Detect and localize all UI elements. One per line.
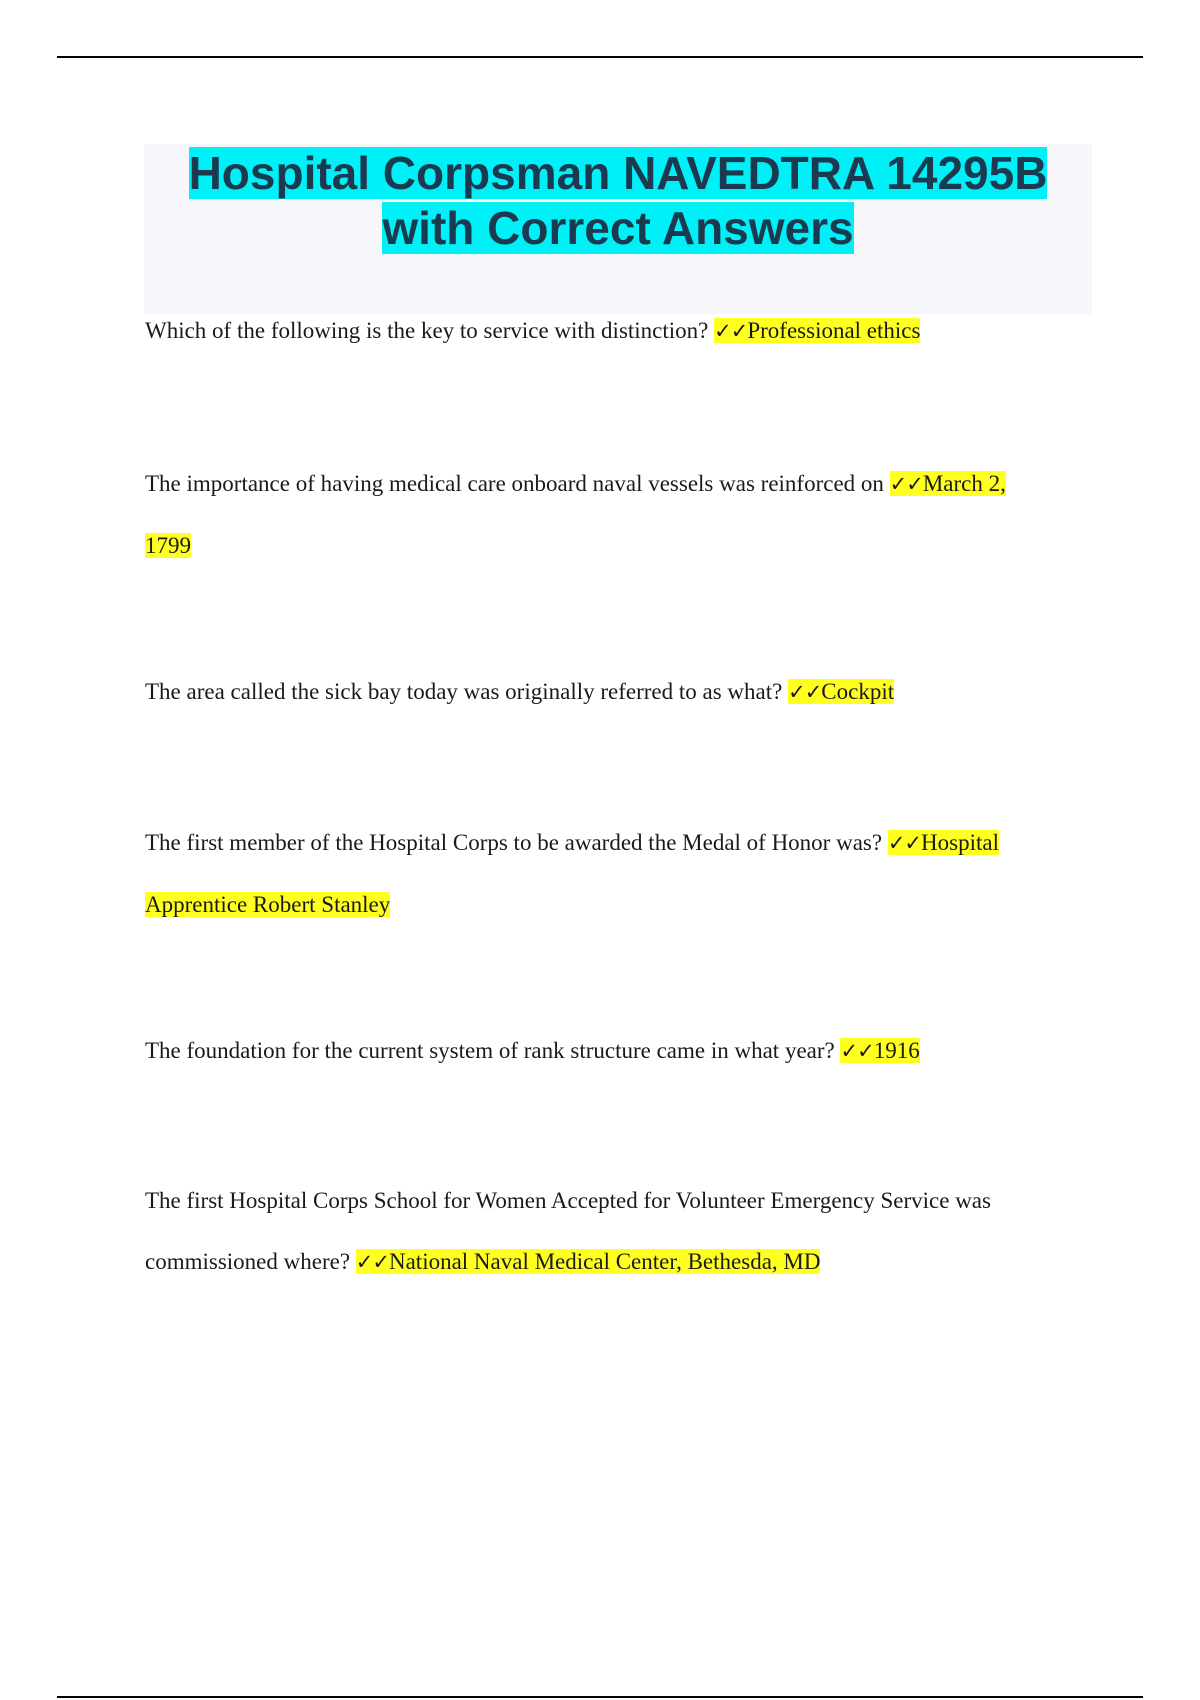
answer-highlight <box>888 830 999 855</box>
answer-text: 1799 <box>145 533 191 558</box>
answer-highlight <box>714 318 920 343</box>
question-text: The importance of having medical care onboard naval vessels was reinforced on <box>145 471 884 496</box>
top-rule <box>57 56 1143 58</box>
question-text: The first member of the Hospital Corps to be awarded the Medal of Honor was? <box>145 830 883 855</box>
answer-text: Cockpit <box>821 679 895 704</box>
qa-item-1 <box>145 300 1085 362</box>
double-check-icon: ✓✓ <box>889 472 923 496</box>
answer-text: National Naval Medical Center, Bethesda, MD <box>388 1249 821 1274</box>
answer-text: 1916 <box>873 1038 920 1063</box>
bottom-rule <box>57 1696 1143 1698</box>
title-line-2: with Correct Answers <box>382 202 854 254</box>
answer-highlight-continued <box>145 892 390 917</box>
title-line-1: Hospital Corpsman NAVEDTRA 14295B <box>188 147 1048 199</box>
title-block <box>144 144 1092 314</box>
answer-highlight-continued <box>145 533 191 558</box>
double-check-icon: ✓✓ <box>355 1250 389 1274</box>
answer-highlight <box>356 1249 821 1274</box>
qa-item-5 <box>145 1020 1085 1082</box>
question-text: Which of the following is the key to service with distinction? <box>145 318 709 343</box>
qa-item-4 <box>145 812 1085 935</box>
qa-item-3 <box>145 661 1085 723</box>
double-check-icon: ✓✓ <box>840 1039 874 1063</box>
answer-text: Professional ethics <box>747 318 921 343</box>
answer-highlight <box>788 679 894 704</box>
question-text: The area called the sick bay today was originally referred to as what? <box>145 679 783 704</box>
question-text: The foundation for the current system of rank structure came in what year? <box>145 1038 835 1063</box>
answer-text: Hospital <box>921 830 999 855</box>
double-check-icon: ✓✓ <box>714 319 748 343</box>
answer-text: March 2, <box>922 471 1006 496</box>
answer-highlight <box>840 1038 919 1063</box>
qa-item-2 <box>145 453 1085 576</box>
double-check-icon: ✓✓ <box>788 680 822 704</box>
question-text-continued: commissioned where? <box>145 1249 351 1274</box>
answer-highlight <box>890 471 1006 496</box>
answer-text: Apprentice Robert Stanley <box>145 892 391 917</box>
qa-item-6 <box>145 1170 1085 1293</box>
question-text: The first Hospital Corps School for Women Accepted for Volunteer Emergency Service was <box>145 1188 991 1213</box>
double-check-icon: ✓✓ <box>887 831 922 855</box>
